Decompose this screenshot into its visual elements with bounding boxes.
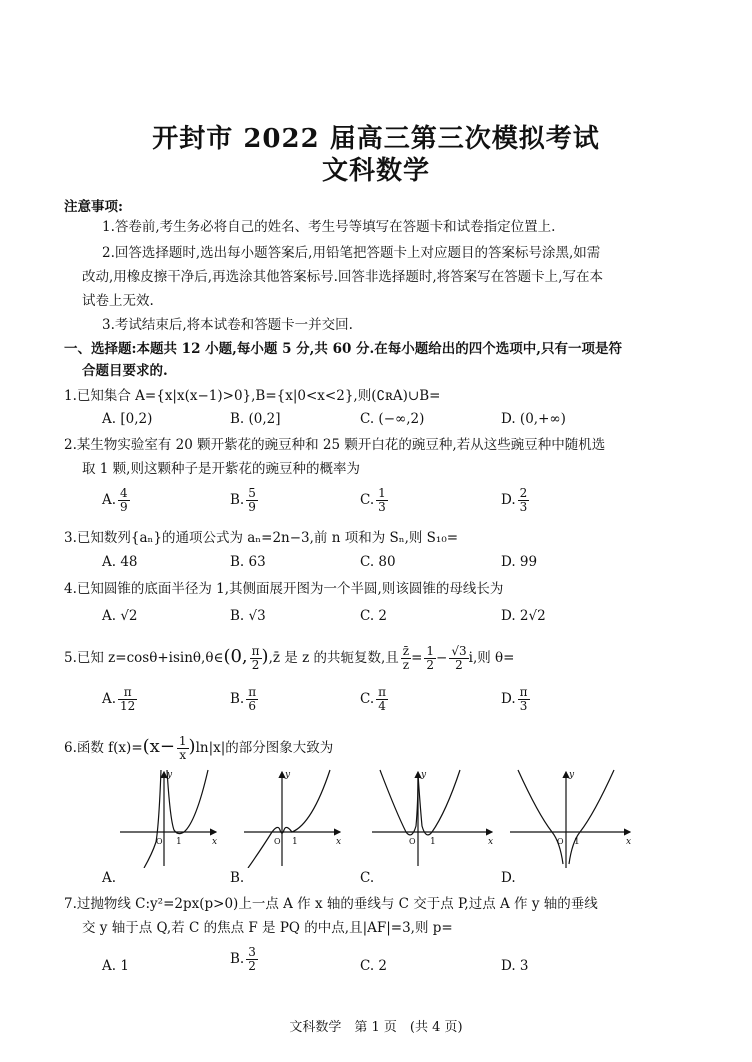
numerator: π [248, 685, 257, 699]
option-label: B. [230, 492, 245, 508]
axis-y-label: y [421, 770, 427, 780]
axis-x-label: x [336, 837, 342, 847]
graph-c [372, 770, 493, 866]
question-4-option-b: B. √3 [230, 608, 266, 624]
axis-y-label: y [285, 770, 291, 780]
curve-right [569, 770, 614, 864]
curve [248, 770, 330, 868]
stem-text: ln|x|的部分图象大致为 [195, 740, 334, 756]
option-label: B. [230, 951, 245, 967]
stem-text: 5.已知 z=cosθ+isinθ,θ∈ [64, 650, 224, 666]
curve-left [380, 770, 418, 835]
graph-d [510, 770, 631, 868]
origin-label: O [557, 837, 564, 846]
question-4-stem: 4.已知圆锥的底面半径为 1,其侧面展开图为一个半圆,则该圆锥的母线长为 [64, 581, 504, 597]
page-footer: 文科数学 第 1 页 (共 4 页) [289, 1020, 463, 1035]
paren-right: ) [188, 736, 196, 757]
question-3-option-c: C. 80 [360, 554, 396, 570]
denominator: 12 [120, 699, 136, 713]
denominator: z [402, 658, 410, 672]
stem-text: ,z̄ 是 z 的共轭复数,且 [268, 650, 399, 666]
tick-label-1: 1 [574, 837, 580, 847]
axis-y-label: y [569, 770, 575, 780]
sqrt-fraction [449, 645, 468, 672]
notes-item-2-line-2: 改动,用橡皮擦干净后,再选涂其他答案标号.回答非选择题时,将答案写在答题卡上,写在本 [82, 269, 603, 285]
denominator: 2 [251, 658, 260, 672]
axis-x-label: x [212, 837, 218, 847]
equals-sign: = [411, 650, 423, 666]
curve-left [518, 770, 563, 864]
question-4-option-d: D. 2√2 [501, 608, 546, 624]
question-1-option-c: C. (−∞,2) [360, 411, 425, 427]
interval-left: (0, [223, 646, 248, 667]
numerator: π [118, 686, 137, 700]
fraction [518, 686, 530, 713]
question-4-option-c: C. 2 [360, 608, 388, 624]
subject-title: 文科数学 [321, 156, 430, 186]
option-label: A. [102, 492, 117, 508]
denominator: 9 [248, 500, 256, 514]
fraction [246, 487, 258, 514]
fraction [118, 487, 130, 514]
tick-label-1: 1 [292, 837, 298, 847]
question-5-option-b [230, 686, 258, 713]
numerator: π [519, 685, 528, 699]
question-6-option-d: D. [501, 870, 516, 886]
option-label: C. [360, 492, 375, 508]
curve-left [144, 770, 161, 868]
denominator: 2 [248, 959, 256, 973]
notes-heading: 注意事项: [64, 199, 123, 215]
option-label: C. [360, 691, 375, 707]
numerator: z̄ [402, 644, 410, 658]
question-7-option-a: A. 1 [102, 958, 129, 974]
section-1-line-2: 合题目要求的. [82, 363, 168, 379]
numerator: 1 [178, 734, 187, 748]
question-5-stem [64, 645, 514, 672]
fraction [376, 686, 388, 713]
tick-label-1: 1 [430, 837, 436, 847]
paren-left: (x− [142, 736, 175, 757]
question-7-option-c: C. 2 [360, 958, 388, 974]
question-1-option-b: B. (0,2] [230, 411, 281, 427]
denominator: 6 [248, 699, 256, 713]
half-fraction [424, 645, 436, 672]
option-label: D. [501, 492, 516, 508]
question-5-option-d [501, 686, 530, 713]
question-2-option-d [501, 487, 529, 514]
fraction [518, 487, 530, 514]
fraction [246, 686, 258, 713]
question-1-option-d: D. (0,+∞) [501, 411, 566, 427]
denominator: 9 [120, 500, 128, 514]
fraction [177, 735, 189, 762]
minus-sign: − [436, 650, 448, 666]
question-1-option-a: A. [0,2) [102, 411, 153, 427]
question-6-option-c: C. [360, 870, 375, 886]
section-1-line-1: 一、选择题:本题共 12 小题,每小题 5 分,共 60 分.在每小题给出的四个选项中,只有一项是符 [64, 341, 622, 357]
graph-b [244, 770, 341, 868]
denominator: x [179, 748, 187, 762]
graph-a [120, 770, 217, 868]
stem-text: i,则 θ= [468, 650, 515, 666]
stem-text: 6.函数 f(x)= [64, 740, 143, 756]
denominator: 4 [378, 699, 386, 713]
question-7-option-d: D. 3 [501, 958, 529, 974]
question-3-stem: 3.已知数列{aₙ}的通项公式为 aₙ=2n−3,前 n 项和为 Sₙ,则 S₁₀= [64, 530, 459, 546]
numerator: 1 [378, 486, 386, 500]
numerator: 5 [248, 486, 256, 500]
notes-item-1: 1.答卷前,考生务必将自己的姓名、考生号等填写在答题卡和试卷指定位置上. [102, 219, 556, 235]
fraction [246, 946, 258, 973]
question-5-option-a [102, 686, 137, 713]
origin-label: O [156, 837, 163, 846]
denominator: 3 [519, 500, 528, 514]
denominator: 3 [378, 500, 386, 514]
question-2-option-b [230, 487, 258, 514]
question-4-option-a: A. √2 [102, 608, 138, 624]
question-1-stem: 1.已知集合 A={x|x(x−1)>0},B={x|0<x<2},则(∁ʀA)∪B= [64, 388, 441, 404]
axis-x-label: x [626, 837, 632, 847]
question-5-option-c [360, 686, 388, 713]
fraction [118, 686, 137, 713]
axis-y-label: y [167, 770, 173, 780]
conjugate-ratio [401, 645, 411, 672]
numerator: π [251, 644, 260, 658]
notes-item-3: 3.考试结束后,将本试卷和答题卡一并交回. [102, 317, 353, 333]
origin-label: O [409, 837, 416, 846]
question-2-option-c [360, 487, 388, 514]
numerator: 4 [120, 486, 128, 500]
question-3-option-a: A. 48 [102, 554, 138, 570]
question-6-graphs [100, 764, 660, 868]
numerator: 1 [426, 644, 435, 658]
option-label: A. [102, 691, 117, 707]
denominator: 2 [455, 658, 463, 672]
option-label: B. [230, 691, 245, 707]
question-7-stem-line-2: 交 y 轴于点 Q,若 C 的焦点 F 是 PQ 的中点,且|AF|=3,则 p= [82, 920, 453, 936]
numerator: 3 [248, 945, 256, 959]
question-6-stem [64, 735, 333, 762]
question-3-option-b: B. 63 [230, 554, 266, 570]
interval-fraction [250, 645, 262, 672]
question-6-option-a: A. [102, 870, 117, 886]
question-2-option-a [102, 487, 130, 514]
denominator: 2 [426, 658, 435, 672]
notes-item-2-line-3: 试卷上无效. [82, 293, 154, 309]
exam-title: 开封市 2022 届高三第三次模拟考试 [152, 124, 600, 154]
question-3-option-d: D. 99 [501, 554, 538, 570]
question-2-stem-line-2: 取 1 颗,则这颗种子是开紫花的豌豆种的概率为 [82, 461, 360, 477]
numerator: √3 [451, 644, 467, 658]
axis-x-label: x [488, 837, 494, 847]
numerator: 2 [519, 486, 528, 500]
interval-right: ) [261, 646, 269, 667]
numerator: π [378, 685, 387, 699]
option-label: D. [501, 691, 516, 707]
fraction [376, 487, 388, 514]
notes-item-2-line-1: 2.回答选择题时,选出每小题答案后,用铅笔把答题卡上对应题目的答案标号涂黑,如需 [102, 245, 601, 261]
question-7-stem-line-1: 7.过抛物线 C:y²=2px(p>0)上一点 A 作 x 轴的垂线与 C 交于点 P,过点 A 作 y 轴的垂线 [64, 896, 598, 912]
question-6-option-b: B. [230, 870, 245, 886]
denominator: 3 [519, 699, 528, 713]
tick-label-1: 1 [176, 837, 182, 847]
question-2-stem-line-1: 2.某生物实验室有 20 颗开紫花的豌豆种和 25 颗开白花的豌豆种,若从这些豌豆种中随机选 [64, 437, 606, 453]
curve-right [167, 770, 208, 834]
origin-label: O [274, 837, 281, 846]
question-7-option-b [230, 946, 258, 973]
